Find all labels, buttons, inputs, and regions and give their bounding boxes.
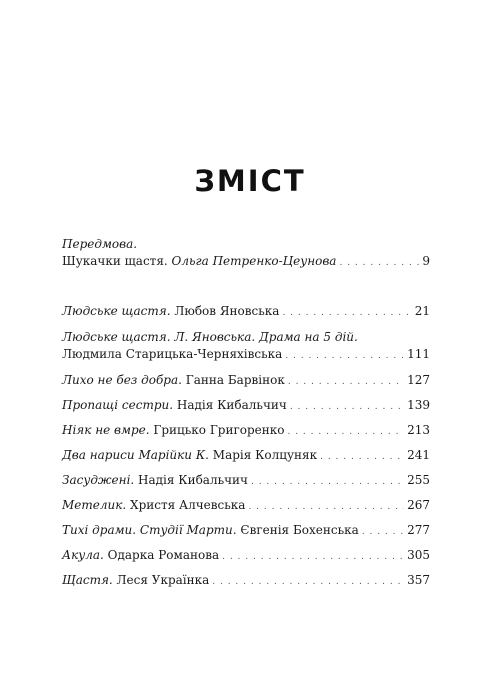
toc-entry-author: Христя Алчевська bbox=[130, 498, 246, 512]
dot-leader bbox=[248, 499, 404, 515]
toc-entry bbox=[62, 547, 430, 564]
toc-entry bbox=[62, 303, 430, 320]
toc-entry-page: 305 bbox=[407, 548, 430, 562]
toc-entry bbox=[62, 372, 430, 389]
toc-entry-title: Лихо не без добра. bbox=[62, 373, 182, 387]
toc-entry-main-line bbox=[62, 346, 430, 363]
dot-leader bbox=[287, 424, 404, 440]
toc-entry-main-line bbox=[62, 422, 430, 439]
page-title: ЗМІСТ bbox=[194, 164, 306, 198]
toc-entry-title: Пропащі сестри. bbox=[62, 398, 174, 412]
toc-entry-author: Ольга Петренко-Цеунова bbox=[171, 254, 337, 268]
toc-entry-page: 277 bbox=[407, 523, 430, 537]
toc-entry-title-line bbox=[62, 329, 430, 346]
toc-entry-title: Акула. bbox=[62, 548, 104, 562]
toc-entry-main-line bbox=[62, 497, 430, 514]
dot-leader bbox=[320, 449, 404, 465]
dot-leader bbox=[362, 524, 404, 540]
toc-entry-title: Засуджені. bbox=[62, 473, 135, 487]
toc-entry-page: 127 bbox=[407, 373, 430, 387]
toc-entry-title: Ніяк не вмре. bbox=[62, 423, 150, 437]
toc-entry-page: 357 bbox=[407, 573, 430, 587]
toc-entry-author: Одарка Романова bbox=[107, 548, 220, 562]
toc-entry-page: 213 bbox=[407, 423, 430, 437]
toc-entry-main-line bbox=[62, 303, 430, 320]
dot-leader bbox=[285, 348, 404, 364]
toc-entry-page: 111 bbox=[407, 347, 430, 361]
toc-entry-page: 139 bbox=[407, 398, 430, 412]
dot-leader bbox=[251, 474, 404, 490]
toc-entry-title: Метелик. bbox=[62, 498, 127, 512]
toc-entry-page: 241 bbox=[407, 448, 430, 462]
toc-entry-page: 267 bbox=[407, 498, 430, 512]
toc-entry-author: Марія Колцуняк bbox=[212, 448, 318, 462]
toc-entry-author: Людмила Старицька-Черняхівська bbox=[62, 347, 283, 361]
toc-entry-author: Євгенія Бохенська bbox=[240, 523, 359, 537]
toc-entry-title: Щастя. bbox=[62, 573, 113, 587]
toc-entry bbox=[62, 447, 430, 464]
toc-entry-author: Надія Кибальчич bbox=[138, 473, 248, 487]
toc-entry-title: Тихі драми. Студії Марти. bbox=[62, 523, 237, 537]
toc-entry-page: 255 bbox=[407, 473, 430, 487]
toc-entry-author: Леся Українка bbox=[116, 573, 210, 587]
dot-leader bbox=[290, 399, 404, 415]
toc-entry-author: Любов Яновська bbox=[174, 304, 280, 318]
toc-entry-title: Два нариси Марійки К. bbox=[62, 448, 209, 462]
toc-entry-author: Ганна Барвінок bbox=[185, 373, 285, 387]
toc-entry-main-line bbox=[62, 572, 430, 589]
toc-entry-preface bbox=[62, 236, 430, 270]
toc-entry bbox=[62, 472, 430, 489]
toc-entry-author: Грицько Григоренко bbox=[153, 423, 285, 437]
toc-entry bbox=[62, 329, 430, 363]
toc-entry-title: Людське щастя. Л. Яновська. Драма на 5 дій. bbox=[62, 330, 358, 344]
dot-leader bbox=[282, 305, 411, 321]
toc-entry-main-line bbox=[62, 522, 430, 539]
toc-entry bbox=[62, 522, 430, 539]
toc-entry-main-line bbox=[62, 253, 430, 270]
toc-entry-page: 21 bbox=[414, 304, 430, 318]
toc-entry-title: Шукачки щастя. bbox=[62, 254, 168, 268]
toc-entry-heading: Передмова. bbox=[62, 237, 138, 251]
toc-entry-main-line bbox=[62, 472, 430, 489]
toc-entry-main-line bbox=[62, 372, 430, 389]
toc-entry-page: 9 bbox=[422, 254, 430, 268]
toc-entry bbox=[62, 397, 430, 414]
toc-entry-main-line bbox=[62, 547, 430, 564]
dot-leader bbox=[339, 255, 419, 271]
toc-entry-main-line bbox=[62, 447, 430, 464]
dot-leader bbox=[212, 574, 404, 590]
dot-leader bbox=[222, 549, 404, 565]
toc-entry bbox=[62, 497, 430, 514]
toc-entry-author: Надія Кибальчич bbox=[176, 398, 287, 412]
toc-entry-main-line bbox=[62, 397, 430, 414]
toc-entry bbox=[62, 422, 430, 439]
toc-entry-title: Людське щастя. bbox=[62, 304, 171, 318]
toc-entry-heading-line bbox=[62, 236, 430, 253]
dot-leader bbox=[288, 374, 404, 390]
toc-entry bbox=[62, 572, 430, 589]
